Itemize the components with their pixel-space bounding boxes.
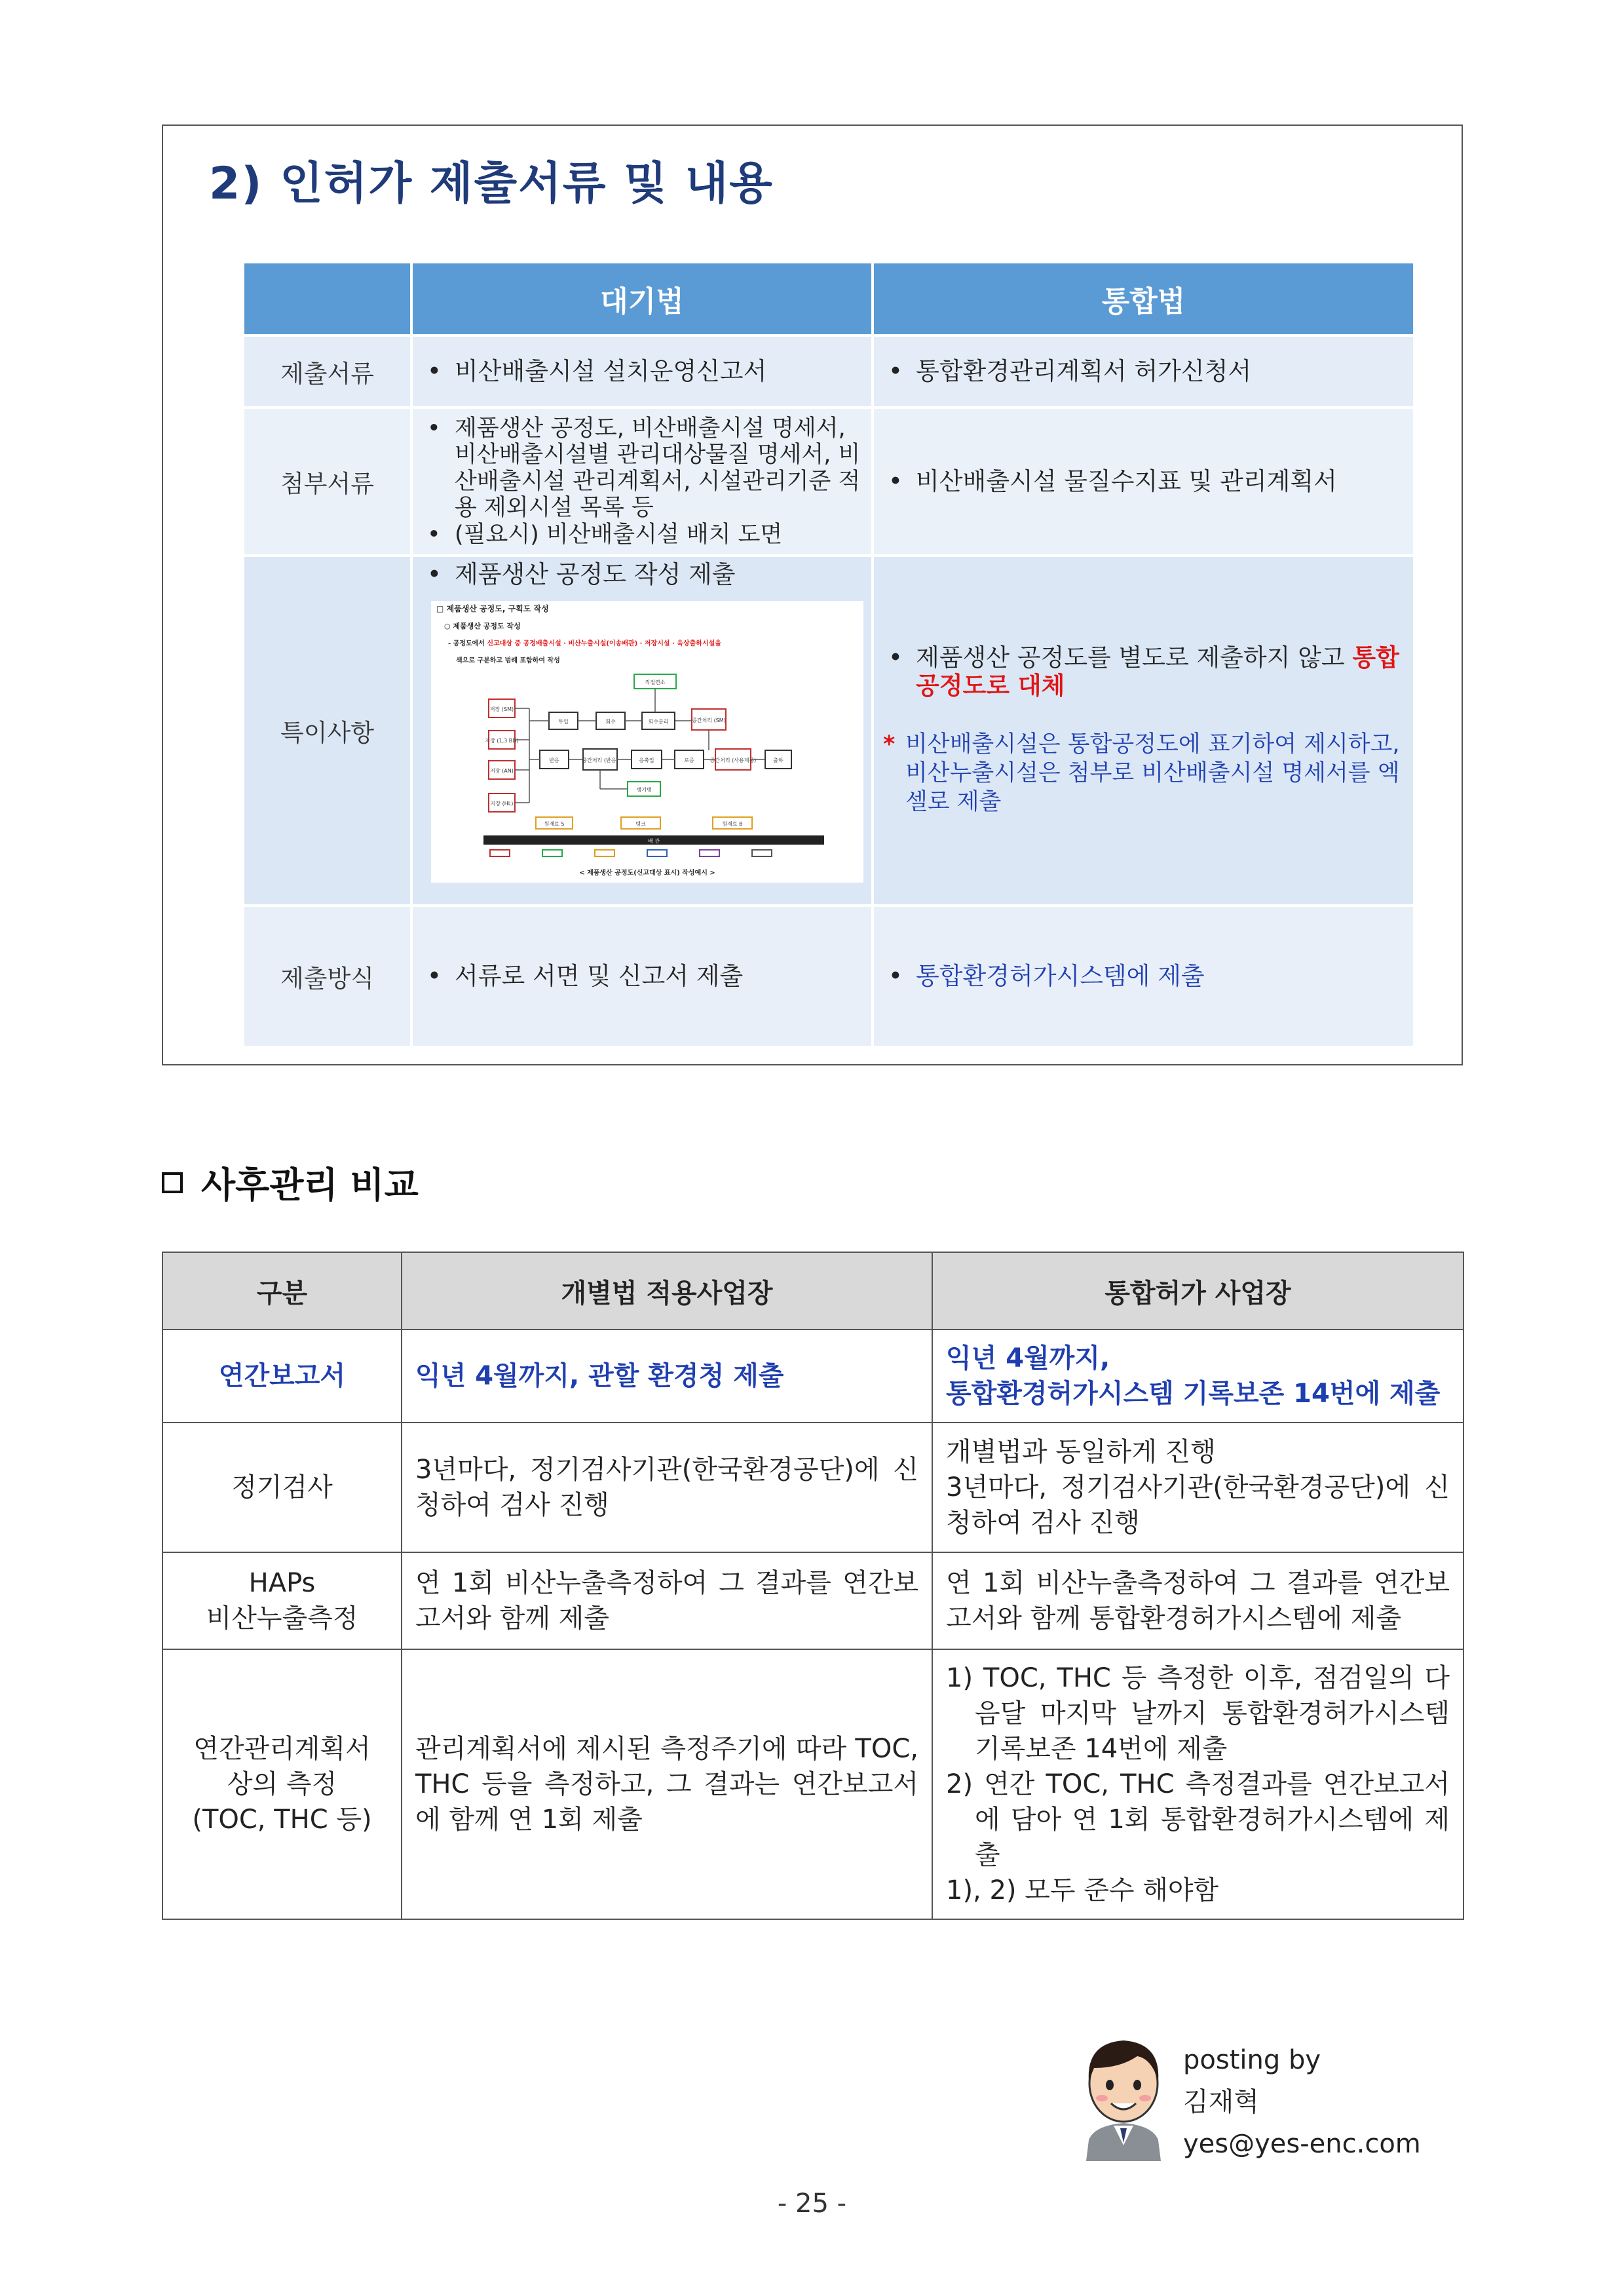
svg-text:- 공정도에서 신고대상 중 공정배출시설 · 비산누출시설 (448, 639, 721, 647)
header-integrated-permit: 통합허가 사업장 (932, 1252, 1463, 1330)
cell-text: • 제품생산 공정도 작성 제출 (455, 561, 862, 589)
cell-text: 관리계획서에 제시된 측정주기에 따라 TOC, THC 등을 측정하고, 그 결과는 연간보고서에 함께 연 1회 제출 (402, 1649, 932, 1919)
cell-text: 익년 4월까지, 관할 환경청 제출 (402, 1330, 932, 1423)
cell-text: • 통합환경관리계획서 허가신청서 (916, 358, 1404, 386)
row-label: 첨부서류 (244, 409, 410, 554)
cell-text: 연 1회 비산누출측정하여 그 결과를 연간보고서와 함께 통합환경허가시스템에 제출 (932, 1552, 1463, 1649)
highlight-text: 통합공정도로 대체 (916, 643, 1399, 700)
row-label: 제출서류 (244, 337, 410, 406)
diagram-node: 증간처리 (SM) (692, 717, 726, 723)
diagram-node: 저장 (SM) (489, 706, 514, 712)
cell-text: 1) TOC, THC 등 측정한 이후, 점검일의 다음달 마지막 날까지 통합환경허가시스템 기록보존 14번에 제출 2) 연간 TOC, THC 측정결과를 연간보고서에 담아 연 1회 통합환경허가시스템에 제출 1), 2) 모두 준수 해야함 (932, 1649, 1463, 1919)
diagram-line2: 색으로 구분하고 범례 포함하여 작성 (456, 657, 560, 664)
cell-text: 익년 4월까지, 통합환경허가시스템 기록보존 14번에 제출 (932, 1330, 1463, 1423)
cell-text: • 제품생산 공정도, 비산배출시설 명세서, 비산배출시설별 관리대상물질 명세서, 비산배출시설 관리계획서, 시설관리기준 적용 제외시설 목록 등 (455, 415, 862, 522)
diagram-line1: - 공정도에서 (448, 640, 487, 647)
note-text: * 비산배출시설은 통합공정도에 표기하여 제시하고, 비산누출시설은 첨부로 비산배출시설 명세서를 엑셀로 제출 (883, 731, 1400, 815)
row-label: 특이사항 (244, 557, 410, 904)
header-air-act: 대기법 (413, 263, 871, 334)
author-name: 김재혁 (1183, 2087, 1259, 2117)
permit-docs-section (162, 124, 1463, 1065)
section-title: 사후관리 비교 (162, 1157, 419, 1208)
diagram-node: 출하 (773, 757, 784, 763)
diagram-node: 배 관 (648, 837, 660, 844)
diagram-node: 저장 (HL) (490, 800, 514, 807)
table-row (244, 409, 1413, 554)
diagram-sub: ○ 제품생산 공정도 작성 (444, 621, 521, 630)
author-avatar-icon (1074, 2030, 1173, 2161)
diagram-node: 탱기탱 (636, 786, 652, 793)
cell-text: 개별법과 동일하게 진행 3년마다, 정기검사기관(한국환경공단)에 신청하여 검사 진행 (932, 1423, 1463, 1552)
table-row (244, 557, 1413, 904)
permit-docs-table (242, 261, 1416, 1048)
process-diagram-image (431, 601, 863, 883)
diagram-node: 로증 (684, 757, 694, 763)
cell-text: • 통합환경허가시스템에 제출 (916, 963, 1404, 991)
row-label: 제출방식 (244, 907, 410, 1046)
diagram-node: 응축입 (639, 757, 654, 763)
cell-text: • (필요시) 비산배출시설 배치 도면 (455, 522, 862, 548)
posting-label: posting by (1183, 2045, 1321, 2075)
diagram-node: 회수 (605, 718, 616, 725)
row-label: 연간보고서 (162, 1330, 402, 1423)
cell-text: • 제품생산 공정도를 별도로 제출하지 않고 통합공정도로 대체 (916, 644, 1404, 700)
diagram-node: 증간처리 (사용제품) (709, 757, 757, 763)
header-integrated-act: 통합법 (874, 263, 1413, 334)
row-label: 정기검사 (162, 1423, 402, 1552)
header-empty (244, 263, 410, 334)
table-row (162, 1423, 1463, 1552)
table-header-row (162, 1252, 1463, 1330)
page-number: - 25 - (777, 2189, 847, 2219)
row-label: 연간관리계획서 상의 측정 (TOC, THC 등) (162, 1649, 402, 1919)
diagram-node: 저장 (1,3 BD) (485, 737, 519, 744)
aftercare-comparison-table (162, 1252, 1464, 1920)
table-row (162, 1649, 1463, 1919)
author-credit (1183, 2039, 1421, 2165)
diagram-node: 중간처리 (반응) (582, 757, 618, 763)
checkbox-square-icon (162, 1172, 183, 1193)
author-email: yes@yes-enc.com (1183, 2129, 1421, 2159)
table-row (244, 337, 1413, 406)
cell-text: 연 1회 비산누출측정하여 그 결과를 연간보고서와 함께 제출 (402, 1552, 932, 1649)
cell-text: • 서류로 서면 및 신고서 제출 (455, 963, 862, 991)
section-title: 2) 인허가 제출서류 및 내용 (209, 158, 774, 210)
diagram-node: 원재료 S (544, 820, 565, 827)
diagram-node: 탱크 (635, 820, 646, 827)
diagram-node: 직접연소 (645, 679, 666, 685)
diagram-node: 투입 (558, 718, 569, 725)
diagram-heading: □ 제품생산 공정도, 구획도 작성 (436, 603, 549, 613)
diagram-node: 회수분리 (648, 718, 669, 725)
table-header-row (244, 263, 1413, 334)
header-category: 구분 (162, 1252, 402, 1330)
diagram-node: 저장 (AN) (490, 767, 514, 774)
table-row (162, 1330, 1463, 1423)
row-label: HAPs 비산누출측정 (162, 1552, 402, 1649)
cell-text: • 비산배출시설 물질수지표 및 관리계획서 (916, 468, 1404, 496)
cell-text: • 비산배출시설 설치운영신고서 (455, 358, 862, 386)
header-individual-act: 개별법 적용사업장 (402, 1252, 932, 1330)
diagram-node: 원재료 B (722, 820, 743, 827)
diagram-node: 반응 (549, 757, 559, 763)
table-row (162, 1552, 1463, 1649)
diagram-line1-red: 신고대상 중 공정배출시설 · 비산누출시설(이송배관) · 저장시설 · 육상출하시설을 (487, 640, 721, 647)
cell-text: 3년마다, 정기검사기관(한국환경공단)에 신청하여 검사 진행 (402, 1423, 932, 1552)
diagram-caption: < 제품생산 공정도(신고대상 표시) 작성예시 > (579, 869, 715, 877)
table-row (244, 907, 1413, 1046)
